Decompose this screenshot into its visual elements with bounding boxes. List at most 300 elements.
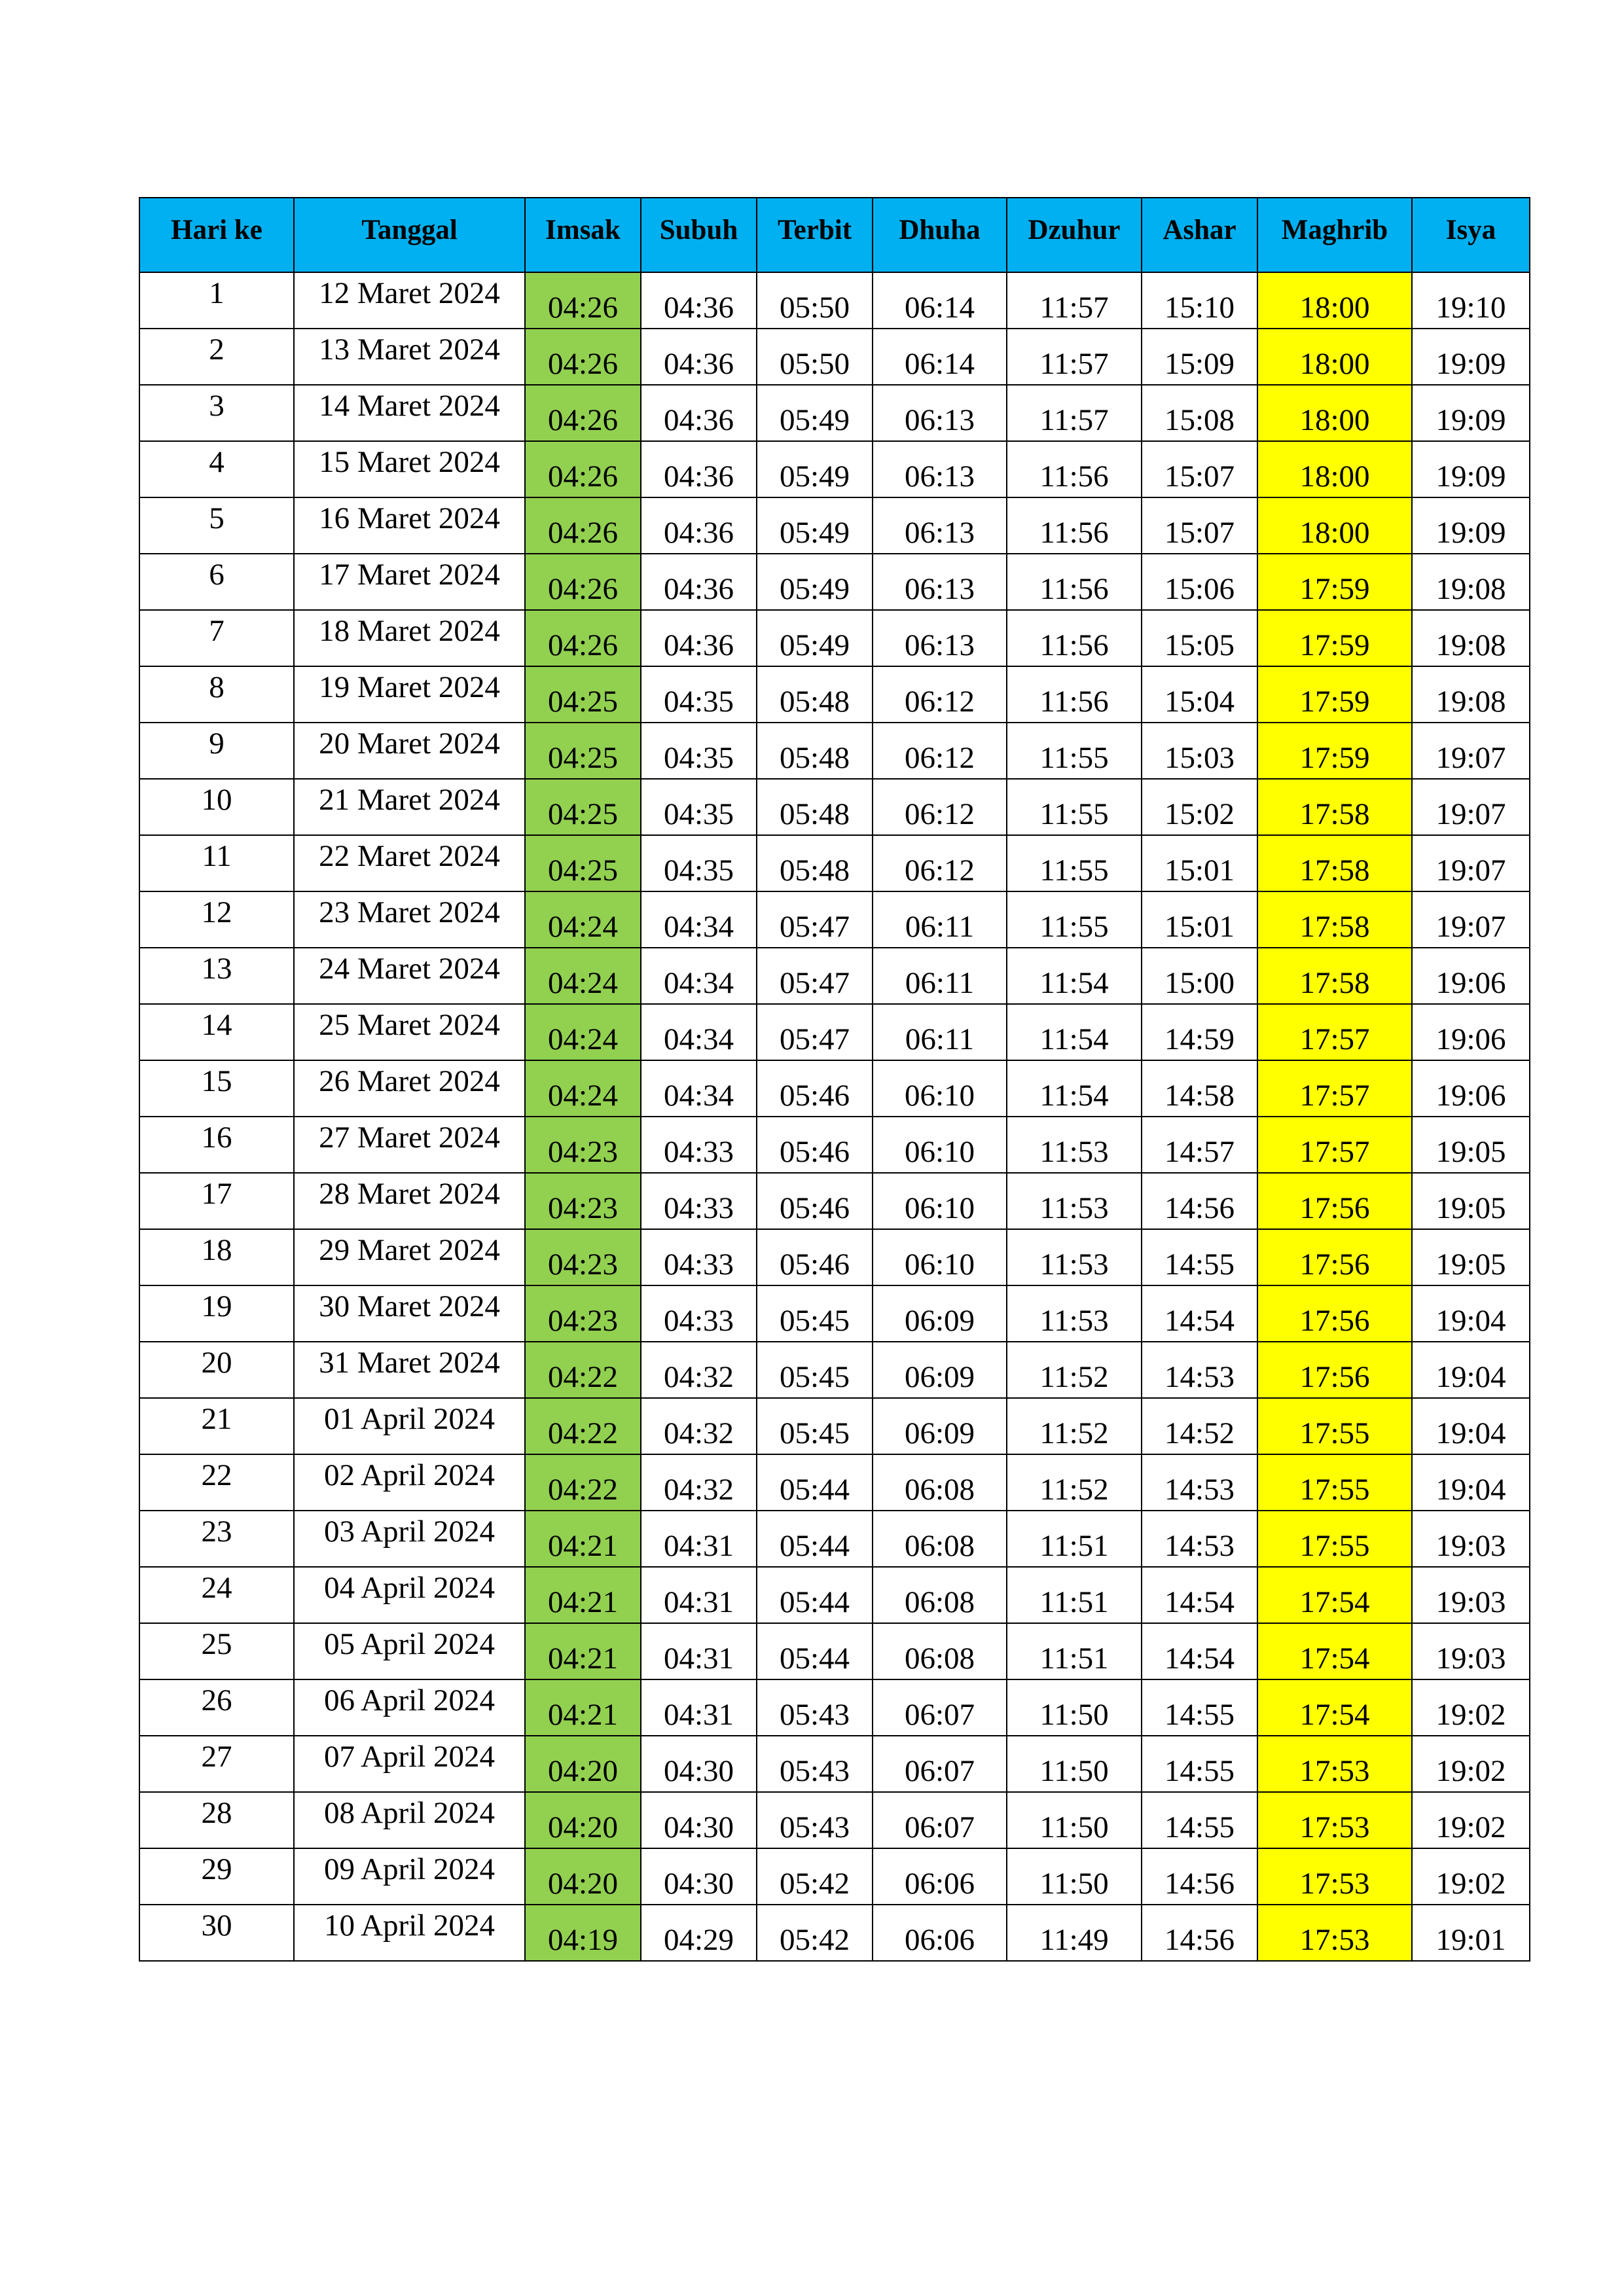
column-header-hari-ke: Hari ke (139, 198, 294, 272)
cell-ashar: 14:56 (1142, 1905, 1257, 1961)
cell-imsak: 04:25 (525, 779, 641, 835)
cell-isya: 19:09 (1412, 385, 1530, 441)
column-header-dzuhur: Dzuhur (1007, 198, 1142, 272)
cell-maghrib: 17:53 (1257, 1848, 1412, 1905)
cell-terbit: 05:46 (757, 1173, 873, 1229)
cell-hari-ke: 2 (139, 329, 294, 385)
cell-dhuha: 06:14 (873, 329, 1007, 385)
cell-hari-ke: 20 (139, 1342, 294, 1398)
cell-subuh: 04:34 (641, 891, 757, 948)
cell-isya: 19:05 (1412, 1173, 1530, 1229)
cell-isya: 19:09 (1412, 441, 1530, 497)
cell-subuh: 04:30 (641, 1848, 757, 1905)
cell-terbit: 05:48 (757, 666, 873, 723)
cell-ashar: 14:55 (1142, 1736, 1257, 1792)
cell-subuh: 04:31 (641, 1567, 757, 1623)
cell-tanggal: 15 Maret 2024 (294, 441, 525, 497)
cell-terbit: 05:43 (757, 1792, 873, 1848)
cell-tanggal: 18 Maret 2024 (294, 610, 525, 666)
cell-dzuhur: 11:53 (1007, 1173, 1142, 1229)
cell-dhuha: 06:13 (873, 385, 1007, 441)
cell-dhuha: 06:11 (873, 891, 1007, 948)
cell-isya: 19:10 (1412, 272, 1530, 329)
cell-maghrib: 17:55 (1257, 1398, 1412, 1454)
cell-dhuha: 06:08 (873, 1511, 1007, 1567)
cell-dhuha: 06:12 (873, 779, 1007, 835)
cell-maghrib: 17:53 (1257, 1905, 1412, 1961)
cell-terbit: 05:45 (757, 1398, 873, 1454)
cell-terbit: 05:47 (757, 1004, 873, 1060)
table-row (139, 1623, 1530, 1679)
cell-maghrib: 17:58 (1257, 891, 1412, 948)
table-row (139, 835, 1530, 891)
cell-tanggal: 08 April 2024 (294, 1792, 525, 1848)
cell-hari-ke: 22 (139, 1454, 294, 1511)
cell-imsak: 04:26 (525, 610, 641, 666)
cell-subuh: 04:35 (641, 723, 757, 779)
cell-maghrib: 17:53 (1257, 1792, 1412, 1848)
cell-subuh: 04:31 (641, 1623, 757, 1679)
cell-maghrib: 17:55 (1257, 1511, 1412, 1567)
cell-subuh: 04:33 (641, 1229, 757, 1285)
cell-dhuha: 06:09 (873, 1398, 1007, 1454)
cell-terbit: 05:47 (757, 891, 873, 948)
cell-terbit: 05:45 (757, 1342, 873, 1398)
cell-imsak: 04:23 (525, 1117, 641, 1173)
table-row (139, 723, 1530, 779)
column-header-imsak: Imsak (525, 198, 641, 272)
cell-ashar: 14:53 (1142, 1342, 1257, 1398)
column-header-ashar: Ashar (1142, 198, 1257, 272)
cell-isya: 19:04 (1412, 1454, 1530, 1511)
cell-ashar: 14:55 (1142, 1679, 1257, 1736)
cell-dzuhur: 11:56 (1007, 441, 1142, 497)
cell-dhuha: 06:06 (873, 1905, 1007, 1961)
cell-dhuha: 06:13 (873, 497, 1007, 554)
cell-hari-ke: 14 (139, 1004, 294, 1060)
cell-imsak: 04:21 (525, 1567, 641, 1623)
table-row (139, 329, 1530, 385)
cell-isya: 19:03 (1412, 1623, 1530, 1679)
cell-hari-ke: 9 (139, 723, 294, 779)
table-row (139, 1285, 1530, 1342)
cell-dhuha: 06:08 (873, 1623, 1007, 1679)
cell-terbit: 05:48 (757, 835, 873, 891)
column-header-tanggal: Tanggal (294, 198, 525, 272)
table-row (139, 1511, 1530, 1567)
cell-terbit: 05:42 (757, 1848, 873, 1905)
column-header-terbit: Terbit (757, 198, 873, 272)
cell-subuh: 04:35 (641, 835, 757, 891)
cell-hari-ke: 8 (139, 666, 294, 723)
cell-terbit: 05:49 (757, 610, 873, 666)
cell-subuh: 04:31 (641, 1679, 757, 1736)
cell-isya: 19:02 (1412, 1679, 1530, 1736)
cell-imsak: 04:22 (525, 1398, 641, 1454)
table-row (139, 441, 1530, 497)
cell-imsak: 04:21 (525, 1679, 641, 1736)
cell-hari-ke: 13 (139, 948, 294, 1004)
cell-maghrib: 17:59 (1257, 554, 1412, 610)
cell-isya: 19:09 (1412, 497, 1530, 554)
cell-hari-ke: 5 (139, 497, 294, 554)
cell-dzuhur: 11:49 (1007, 1905, 1142, 1961)
cell-imsak: 04:24 (525, 1060, 641, 1117)
cell-maghrib: 17:57 (1257, 1004, 1412, 1060)
cell-tanggal: 02 April 2024 (294, 1454, 525, 1511)
table-row (139, 1679, 1530, 1736)
cell-ashar: 14:57 (1142, 1117, 1257, 1173)
cell-imsak: 04:20 (525, 1792, 641, 1848)
cell-terbit: 05:49 (757, 385, 873, 441)
table-row (139, 1905, 1530, 1961)
cell-subuh: 04:36 (641, 554, 757, 610)
cell-ashar: 14:53 (1142, 1511, 1257, 1567)
cell-maghrib: 17:53 (1257, 1736, 1412, 1792)
cell-imsak: 04:26 (525, 554, 641, 610)
cell-hari-ke: 7 (139, 610, 294, 666)
cell-hari-ke: 10 (139, 779, 294, 835)
cell-subuh: 04:29 (641, 1905, 757, 1961)
cell-maghrib: 17:54 (1257, 1567, 1412, 1623)
cell-dhuha: 06:09 (873, 1342, 1007, 1398)
cell-hari-ke: 17 (139, 1173, 294, 1229)
cell-dzuhur: 11:54 (1007, 948, 1142, 1004)
cell-dzuhur: 11:55 (1007, 779, 1142, 835)
cell-imsak: 04:23 (525, 1285, 641, 1342)
cell-terbit: 05:50 (757, 272, 873, 329)
cell-maghrib: 17:59 (1257, 610, 1412, 666)
cell-tanggal: 21 Maret 2024 (294, 779, 525, 835)
cell-maghrib: 18:00 (1257, 329, 1412, 385)
cell-dhuha: 06:08 (873, 1567, 1007, 1623)
cell-isya: 19:02 (1412, 1792, 1530, 1848)
cell-isya: 19:07 (1412, 835, 1530, 891)
table-row (139, 610, 1530, 666)
cell-dzuhur: 11:57 (1007, 272, 1142, 329)
cell-isya: 19:05 (1412, 1117, 1530, 1173)
cell-isya: 19:07 (1412, 891, 1530, 948)
cell-ashar: 15:02 (1142, 779, 1257, 835)
cell-ashar: 14:52 (1142, 1398, 1257, 1454)
cell-tanggal: 27 Maret 2024 (294, 1117, 525, 1173)
cell-subuh: 04:36 (641, 385, 757, 441)
cell-dhuha: 06:13 (873, 441, 1007, 497)
cell-maghrib: 17:59 (1257, 723, 1412, 779)
table-body (139, 272, 1530, 1961)
cell-dhuha: 06:12 (873, 666, 1007, 723)
cell-maghrib: 17:58 (1257, 779, 1412, 835)
cell-dzuhur: 11:51 (1007, 1511, 1142, 1567)
cell-tanggal: 30 Maret 2024 (294, 1285, 525, 1342)
cell-tanggal: 17 Maret 2024 (294, 554, 525, 610)
cell-ashar: 15:07 (1142, 497, 1257, 554)
cell-maghrib: 17:54 (1257, 1679, 1412, 1736)
cell-dzuhur: 11:50 (1007, 1792, 1142, 1848)
column-header-subuh: Subuh (641, 198, 757, 272)
cell-dzuhur: 11:51 (1007, 1623, 1142, 1679)
cell-ashar: 14:56 (1142, 1173, 1257, 1229)
cell-dhuha: 06:07 (873, 1792, 1007, 1848)
cell-subuh: 04:35 (641, 666, 757, 723)
cell-isya: 19:08 (1412, 554, 1530, 610)
cell-hari-ke: 27 (139, 1736, 294, 1792)
cell-subuh: 04:36 (641, 329, 757, 385)
cell-terbit: 05:42 (757, 1905, 873, 1961)
cell-imsak: 04:20 (525, 1848, 641, 1905)
cell-tanggal: 28 Maret 2024 (294, 1173, 525, 1229)
cell-maghrib: 17:56 (1257, 1342, 1412, 1398)
cell-maghrib: 18:00 (1257, 385, 1412, 441)
cell-terbit: 05:44 (757, 1511, 873, 1567)
table-row (139, 948, 1530, 1004)
cell-imsak: 04:25 (525, 723, 641, 779)
cell-dzuhur: 11:52 (1007, 1398, 1142, 1454)
cell-dzuhur: 11:55 (1007, 723, 1142, 779)
cell-dzuhur: 11:54 (1007, 1060, 1142, 1117)
cell-hari-ke: 18 (139, 1229, 294, 1285)
cell-tanggal: 23 Maret 2024 (294, 891, 525, 948)
cell-dzuhur: 11:50 (1007, 1736, 1142, 1792)
cell-terbit: 05:48 (757, 723, 873, 779)
cell-isya: 19:01 (1412, 1905, 1530, 1961)
cell-dzuhur: 11:51 (1007, 1567, 1142, 1623)
cell-dhuha: 06:10 (873, 1229, 1007, 1285)
cell-terbit: 05:46 (757, 1060, 873, 1117)
cell-dzuhur: 11:57 (1007, 329, 1142, 385)
cell-ashar: 14:55 (1142, 1229, 1257, 1285)
cell-subuh: 04:36 (641, 610, 757, 666)
cell-tanggal: 19 Maret 2024 (294, 666, 525, 723)
table-row (139, 554, 1530, 610)
cell-tanggal: 25 Maret 2024 (294, 1004, 525, 1060)
column-header-isya: Isya (1412, 198, 1530, 272)
cell-hari-ke: 11 (139, 835, 294, 891)
table-row (139, 272, 1530, 329)
cell-dzuhur: 11:57 (1007, 385, 1142, 441)
cell-terbit: 05:49 (757, 441, 873, 497)
cell-hari-ke: 16 (139, 1117, 294, 1173)
table-row (139, 1173, 1530, 1229)
cell-hari-ke: 24 (139, 1567, 294, 1623)
table-row (139, 1398, 1530, 1454)
cell-subuh: 04:31 (641, 1511, 757, 1567)
cell-isya: 19:07 (1412, 723, 1530, 779)
cell-imsak: 04:20 (525, 1736, 641, 1792)
cell-imsak: 04:21 (525, 1623, 641, 1679)
cell-hari-ke: 25 (139, 1623, 294, 1679)
cell-subuh: 04:30 (641, 1792, 757, 1848)
table-header (139, 198, 1530, 272)
cell-hari-ke: 26 (139, 1679, 294, 1736)
cell-ashar: 15:08 (1142, 385, 1257, 441)
column-header-maghrib: Maghrib (1257, 198, 1412, 272)
cell-dhuha: 06:10 (873, 1117, 1007, 1173)
cell-maghrib: 17:58 (1257, 835, 1412, 891)
cell-maghrib: 17:56 (1257, 1229, 1412, 1285)
cell-tanggal: 10 April 2024 (294, 1905, 525, 1961)
table-row (139, 497, 1530, 554)
cell-subuh: 04:30 (641, 1736, 757, 1792)
cell-tanggal: 05 April 2024 (294, 1623, 525, 1679)
cell-terbit: 05:48 (757, 779, 873, 835)
cell-imsak: 04:19 (525, 1905, 641, 1961)
cell-imsak: 04:24 (525, 891, 641, 948)
cell-dhuha: 06:12 (873, 723, 1007, 779)
cell-ashar: 14:54 (1142, 1567, 1257, 1623)
cell-maghrib: 17:54 (1257, 1623, 1412, 1679)
cell-dhuha: 06:13 (873, 610, 1007, 666)
cell-tanggal: 06 April 2024 (294, 1679, 525, 1736)
cell-terbit: 05:45 (757, 1285, 873, 1342)
cell-dhuha: 06:08 (873, 1454, 1007, 1511)
cell-maghrib: 17:57 (1257, 1117, 1412, 1173)
cell-isya: 19:04 (1412, 1285, 1530, 1342)
cell-imsak: 04:26 (525, 329, 641, 385)
cell-dhuha: 06:07 (873, 1679, 1007, 1736)
cell-hari-ke: 1 (139, 272, 294, 329)
table-row (139, 1736, 1530, 1792)
cell-tanggal: 16 Maret 2024 (294, 497, 525, 554)
cell-tanggal: 04 April 2024 (294, 1567, 525, 1623)
cell-ashar: 15:04 (1142, 666, 1257, 723)
table-row (139, 1342, 1530, 1398)
cell-imsak: 04:25 (525, 835, 641, 891)
cell-terbit: 05:43 (757, 1736, 873, 1792)
table-row (139, 385, 1530, 441)
cell-hari-ke: 30 (139, 1905, 294, 1961)
cell-ashar: 14:56 (1142, 1848, 1257, 1905)
cell-isya: 19:09 (1412, 329, 1530, 385)
table-row (139, 891, 1530, 948)
cell-hari-ke: 28 (139, 1792, 294, 1848)
cell-maghrib: 17:55 (1257, 1454, 1412, 1511)
cell-subuh: 04:32 (641, 1454, 757, 1511)
cell-isya: 19:03 (1412, 1567, 1530, 1623)
table-row (139, 1117, 1530, 1173)
cell-ashar: 15:07 (1142, 441, 1257, 497)
cell-hari-ke: 21 (139, 1398, 294, 1454)
cell-terbit: 05:49 (757, 554, 873, 610)
cell-ashar: 15:00 (1142, 948, 1257, 1004)
cell-imsak: 04:26 (525, 441, 641, 497)
cell-dhuha: 06:11 (873, 1004, 1007, 1060)
table-row (139, 1848, 1530, 1905)
cell-dzuhur: 11:50 (1007, 1848, 1142, 1905)
cell-imsak: 04:26 (525, 497, 641, 554)
cell-tanggal: 09 April 2024 (294, 1848, 525, 1905)
cell-terbit: 05:47 (757, 948, 873, 1004)
cell-tanggal: 01 April 2024 (294, 1398, 525, 1454)
cell-imsak: 04:24 (525, 1004, 641, 1060)
cell-dzuhur: 11:56 (1007, 497, 1142, 554)
cell-tanggal: 20 Maret 2024 (294, 723, 525, 779)
cell-subuh: 04:32 (641, 1398, 757, 1454)
cell-dhuha: 06:10 (873, 1060, 1007, 1117)
cell-ashar: 14:54 (1142, 1623, 1257, 1679)
cell-imsak: 04:26 (525, 272, 641, 329)
cell-ashar: 15:06 (1142, 554, 1257, 610)
cell-ashar: 15:01 (1142, 835, 1257, 891)
cell-isya: 19:05 (1412, 1229, 1530, 1285)
cell-hari-ke: 3 (139, 385, 294, 441)
cell-imsak: 04:23 (525, 1173, 641, 1229)
cell-maghrib: 18:00 (1257, 272, 1412, 329)
cell-subuh: 04:33 (641, 1173, 757, 1229)
cell-tanggal: 14 Maret 2024 (294, 385, 525, 441)
cell-isya: 19:08 (1412, 610, 1530, 666)
cell-dzuhur: 11:55 (1007, 835, 1142, 891)
cell-tanggal: 12 Maret 2024 (294, 272, 525, 329)
cell-imsak: 04:25 (525, 666, 641, 723)
table-row (139, 1060, 1530, 1117)
cell-imsak: 04:22 (525, 1342, 641, 1398)
cell-dzuhur: 11:52 (1007, 1454, 1142, 1511)
cell-isya: 19:03 (1412, 1511, 1530, 1567)
cell-ashar: 14:59 (1142, 1004, 1257, 1060)
cell-ashar: 14:54 (1142, 1285, 1257, 1342)
cell-tanggal: 03 April 2024 (294, 1511, 525, 1567)
cell-maghrib: 17:59 (1257, 666, 1412, 723)
cell-ashar: 15:03 (1142, 723, 1257, 779)
table-row (139, 666, 1530, 723)
cell-hari-ke: 29 (139, 1848, 294, 1905)
cell-hari-ke: 23 (139, 1511, 294, 1567)
cell-imsak: 04:23 (525, 1229, 641, 1285)
cell-imsak: 04:24 (525, 948, 641, 1004)
cell-imsak: 04:22 (525, 1454, 641, 1511)
cell-isya: 19:06 (1412, 1004, 1530, 1060)
cell-ashar: 14:55 (1142, 1792, 1257, 1848)
cell-hari-ke: 12 (139, 891, 294, 948)
cell-tanggal: 29 Maret 2024 (294, 1229, 525, 1285)
cell-ashar: 15:05 (1142, 610, 1257, 666)
cell-dzuhur: 11:55 (1007, 891, 1142, 948)
table-row (139, 1454, 1530, 1511)
cell-isya: 19:06 (1412, 948, 1530, 1004)
cell-isya: 19:04 (1412, 1342, 1530, 1398)
cell-isya: 19:02 (1412, 1736, 1530, 1792)
cell-subuh: 04:34 (641, 1004, 757, 1060)
cell-dzuhur: 11:56 (1007, 610, 1142, 666)
cell-maghrib: 18:00 (1257, 441, 1412, 497)
cell-maghrib: 18:00 (1257, 497, 1412, 554)
cell-dzuhur: 11:52 (1007, 1342, 1142, 1398)
cell-ashar: 15:01 (1142, 891, 1257, 948)
cell-ashar: 14:58 (1142, 1060, 1257, 1117)
cell-terbit: 05:44 (757, 1567, 873, 1623)
cell-ashar: 14:53 (1142, 1454, 1257, 1511)
column-header-dhuha: Dhuha (873, 198, 1007, 272)
cell-dhuha: 06:14 (873, 272, 1007, 329)
cell-subuh: 04:36 (641, 441, 757, 497)
cell-subuh: 04:35 (641, 779, 757, 835)
cell-isya: 19:04 (1412, 1398, 1530, 1454)
cell-tanggal: 07 April 2024 (294, 1736, 525, 1792)
cell-terbit: 05:44 (757, 1623, 873, 1679)
cell-ashar: 15:10 (1142, 272, 1257, 329)
cell-subuh: 04:33 (641, 1285, 757, 1342)
prayer-schedule-table (139, 197, 1530, 1962)
cell-imsak: 04:21 (525, 1511, 641, 1567)
cell-subuh: 04:36 (641, 272, 757, 329)
table-row (139, 1229, 1530, 1285)
cell-ashar: 15:09 (1142, 329, 1257, 385)
cell-hari-ke: 15 (139, 1060, 294, 1117)
cell-dzuhur: 11:53 (1007, 1285, 1142, 1342)
cell-hari-ke: 19 (139, 1285, 294, 1342)
table-row (139, 1792, 1530, 1848)
